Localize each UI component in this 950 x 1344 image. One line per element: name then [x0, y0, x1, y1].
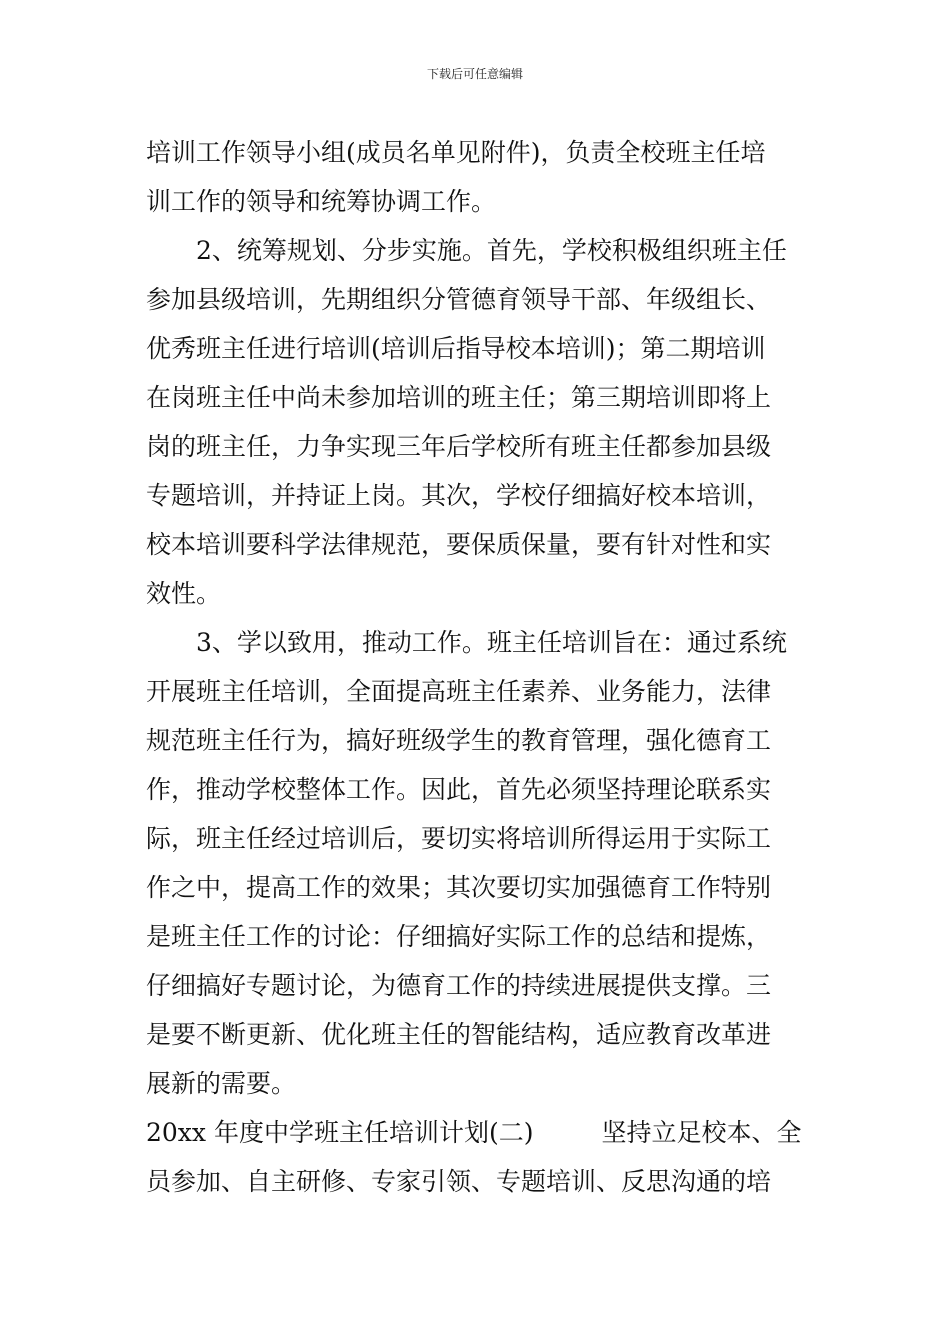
- body-line: 在岗班主任中尚未参加培训的班主任；第三期培训即将上: [146, 383, 772, 412]
- body-line: 专题培训，并持证上岗。其次，学校仔细搞好校本培训，: [146, 481, 772, 510]
- section-title: 20xx 年度中学班主任培训计划(二): [146, 1118, 534, 1147]
- body-line: 训工作的领导和统筹协调工作。: [146, 187, 497, 216]
- section-title-continuation: 坚持立足校本、全: [601, 1118, 802, 1147]
- body-line: 作，推动学校整体工作。因此，首先必须坚持理论联系实: [146, 775, 772, 804]
- body-line: 是班主任工作的讨论：仔细搞好实际工作的总结和提炼，: [146, 922, 772, 951]
- body-line: 作之中，提高工作的效果；其次要切实加强德育工作特别: [146, 873, 772, 902]
- section-title-line: [146, 1108, 810, 1157]
- body-line: 是要不断更新、优化班主任的智能结构，适应教育改革进: [146, 1020, 772, 1049]
- header-text: 下载后可任意编辑: [426, 67, 523, 81]
- body-line: 仔细搞好专题讨论，为德育工作的持续进展提供支撑。三: [146, 971, 772, 1000]
- body-line: 员参加、自主研修、专家引领、专题培训、反思沟通的培: [146, 1167, 772, 1196]
- body-line: 开展班主任培训，全面提高班主任素养、业务能力，法律: [146, 677, 772, 706]
- body-line: 培训工作领导小组(成员名单见附件)，负责全校班主任培: [146, 138, 766, 167]
- paragraph-3-first-line: 3、学以致用，推动工作。班主任培训旨在：通过系统: [196, 628, 787, 657]
- document-body: [146, 128, 810, 1206]
- body-line: 岗的班主任，力争实现三年后学校所有班主任都参加县级: [146, 432, 772, 461]
- body-line: 规范班主任行为，搞好班级学生的教育管理，强化德育工: [146, 726, 772, 755]
- body-line: 展新的需要。: [146, 1069, 297, 1098]
- body-line: 校本培训要科学法律规范，要保质保量，要有针对性和实: [146, 530, 772, 559]
- paragraph-2-first-line: 2、统筹规划、分步实施。首先，学校积极组织班主任: [196, 236, 787, 265]
- body-line: 参加县级培训，先期组织分管德育领导干部、年级组长、: [146, 285, 772, 314]
- body-line: 际，班主任经过培训后，要切实将培训所得运用于实际工: [146, 824, 772, 853]
- body-line: 优秀班主任进行培训(培训后指导校本培训)；第二期培训: [146, 334, 766, 363]
- page-header: [0, 66, 950, 82]
- body-line: 效性。: [146, 579, 222, 608]
